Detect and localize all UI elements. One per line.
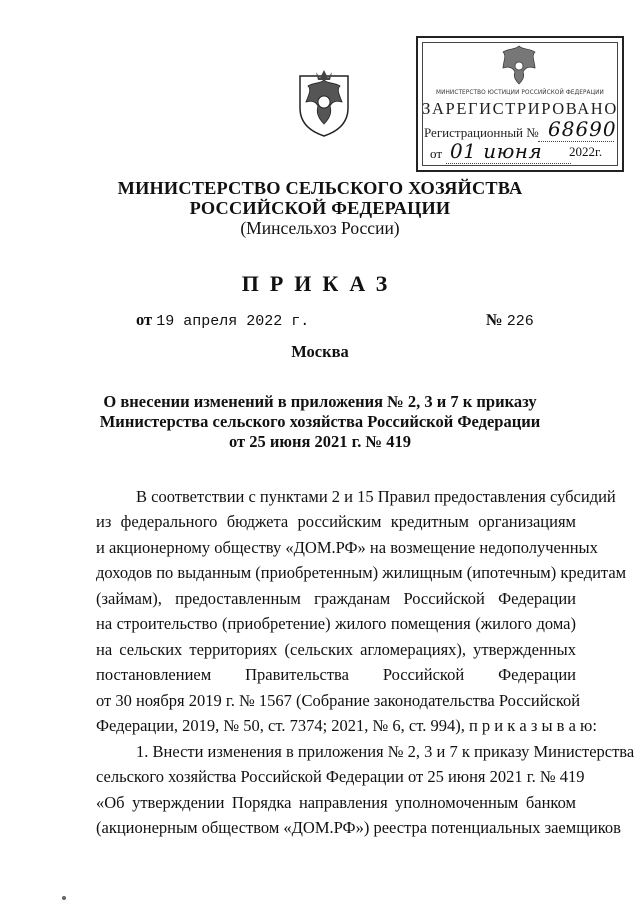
body-line: Федерации, 2019, № 50, ст. 7374; 2021, № 6, ст. 994), п р и к а з ы в а ю: bbox=[96, 716, 597, 735]
ministry-name-line1: МИНИСТЕРСТВО СЕЛЬСКОГО ХОЗЯЙСТВА bbox=[117, 178, 523, 198]
stamp-ministry-name: МИНИСТЕРСТВО ЮСТИЦИИ РОССИЙСКОЙ ФЕДЕРАЦИИ bbox=[436, 88, 604, 96]
body-line: доходов по выданным (приобретенным) жилищным (ипотечным) кредитам bbox=[96, 563, 627, 582]
scan-artifact bbox=[62, 896, 66, 900]
stamp-reg-number: 68690 bbox=[548, 117, 617, 141]
subject-line: от 25 июня 2021 г. № 419 bbox=[228, 432, 412, 451]
body-line: на строительство (приобретение) жилого помещения (жилого дома) bbox=[96, 614, 576, 633]
body-line: постановлением Правительства Российской Федерации bbox=[96, 665, 576, 684]
order-number-label: № bbox=[486, 310, 503, 329]
stamp-date-underline bbox=[446, 163, 571, 164]
subject-line: О внесении изменений в приложения № 2, 3 и 7 к приказу bbox=[103, 392, 537, 411]
registration-stamp bbox=[416, 36, 624, 172]
order-date-value: 19 апреля 2022 г. bbox=[156, 313, 310, 330]
body-line: (займам), предоставленным гражданам Российской Федерации bbox=[96, 589, 576, 608]
order-number-value: 226 bbox=[506, 313, 534, 330]
ministry-abbreviation: (Минсельхоз России) bbox=[240, 218, 400, 238]
order-date bbox=[136, 310, 309, 330]
document-type-title: ПРИКАЗ bbox=[241, 271, 399, 296]
stamp-date-prefix: от bbox=[430, 146, 443, 161]
body-line: В соответствии с пунктами 2 и 15 Правил предоставления субсидий bbox=[136, 487, 616, 506]
body-line: от 30 ноября 2019 г. № 1567 (Собрание законодательства Российской bbox=[96, 691, 581, 710]
order-date-label: от bbox=[136, 310, 153, 329]
stamp-emblem-icon bbox=[499, 42, 539, 86]
stamp-status: ЗАРЕГИСТРИРОВАНО bbox=[422, 99, 618, 118]
order-number bbox=[486, 310, 534, 330]
coat-of-arms-emblem bbox=[296, 66, 352, 138]
subject-line: Министерства сельского хозяйства Российской Федерации bbox=[99, 412, 541, 431]
stamp-date-year: 2022г. bbox=[569, 144, 603, 159]
body-line: и акционерному обществу «ДОМ.РФ» на возмещение недополученных bbox=[96, 538, 598, 557]
stamp-reg-underline bbox=[538, 141, 614, 142]
body-line: сельского хозяйства Российской Федерации от 25 июня 2021 г. № 419 bbox=[96, 767, 585, 786]
body-line: «Об утверждении Порядка направления уполномоченным банком bbox=[96, 793, 576, 812]
stamp-date-value: 01 июня bbox=[450, 139, 543, 163]
body-line: из федерального бюджета российским кредитным организациям bbox=[96, 512, 576, 531]
body-line: на сельских территориях (сельских агломерациях), утвержденных bbox=[96, 640, 576, 659]
ministry-name-line2: РОССИЙСКОЙ ФЕДЕРАЦИИ bbox=[189, 198, 451, 218]
body-line: 1. Внести изменения в приложения № 2, 3 и 7 к приказу Министерства bbox=[136, 742, 635, 761]
city: Москва bbox=[291, 342, 349, 361]
body-line: (акционерным обществом «ДОМ.РФ») реестра потенциальных заемщиков bbox=[96, 818, 621, 837]
stamp-reg-label: Регистрационный № bbox=[424, 125, 539, 140]
